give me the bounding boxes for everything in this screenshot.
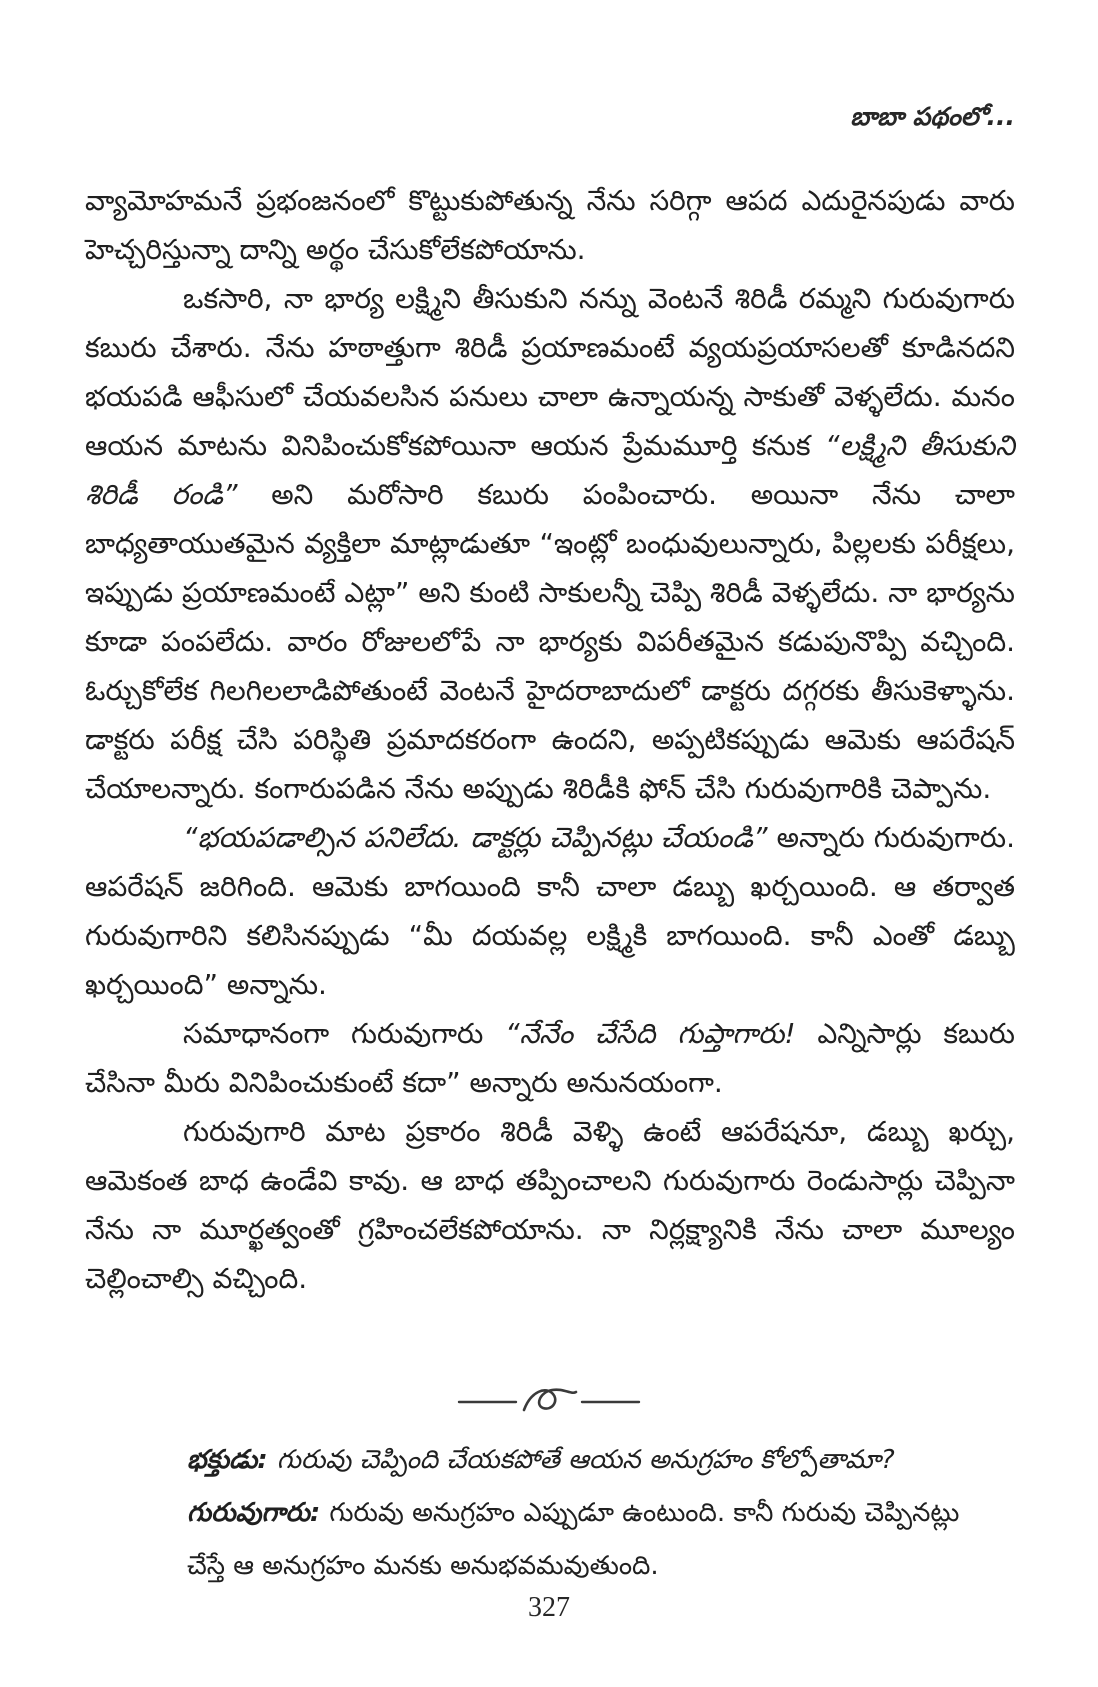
paragraph-2: [85, 274, 1015, 813]
body-text-run: అన్నారు గురువుగారు. ఆపరేషన్ జరిగింది. ఆమెకు బాగయింది కానీ చాలా డబ్బు ఖర్చయింది. ఆ తర్వాత గురువుగారిని కలిసినప్పుడు “మీ దయవల్ల లక్ష్మికి బాగయింది. కానీ ఎంతో డబ్బు ఖర్చయింది” అన్నాను.: [85, 821, 1015, 1001]
body-text-block: [85, 176, 1015, 1303]
speaker-label: గురువుగారు:: [187, 1498, 330, 1528]
paragraph-4: [85, 1009, 1015, 1107]
qa-section: [187, 1434, 987, 1593]
body-text-run: అని మరోసారి కబురు పంపించారు. అయినా నేను చాలా బాధ్యతాయుతమైన వ్యక్తిలా మాట్లాడుతూ “ఇంట్లో బంధువులున్నారు, పిల్లలకు పరీక్షలు, ఇప్పుడు ప్రయాణమంటే ఎట్లా” అని కుంటి సాకులన్నీ చెప్పి శిరిడీ వెళ్ళలేదు. నా భార్యను కూడా పంపలేదు. వారం రోజులలోపే నా భార్యకు విపరీతమైన కడుపునొప్పి వచ్చింది. ఓర్చుకోలేక గిలగిలలాడిపోతుంటే వెంటనే హైదరాబాదులో డాక్టరు దగ్గరకు తీసుకెళ్ళాను. డాక్టరు పరీక్ష చేసి పరిస్థితి ప్రమాదకరంగా ఉందని, అప్పటికప్పుడు ఆమెకు ఆపరేషన్ చేయాలన్నారు. కంగారుపడిన నేను అప్పుడు శిరిడీకి ఫోన్ చేసి గురువుగారికి చెప్పాను.: [85, 478, 1015, 805]
body-text-run: గురువుగారి మాట ప్రకారం శిరిడీ వెళ్ళి ఉంటే ఆపరేషనూ, డబ్బు ఖర్చు, ఆమెకంత బాధ ఉండేవి కావు. ఆ బాధ తప్పించాలని గురువుగారు రెండుసార్లు చెప్పినా నేను నా మూర్ఖత్వంతో గ్రహించలేకపోయాను. నా నిర్లక్ష్యానికి నేను చాలా మూల్యం చెల్లించాల్సి వచ్చింది.: [85, 1115, 1015, 1295]
running-header-title: బాబా పథంలో...: [850, 102, 1015, 131]
quoted-speech: “లక్ష్మిని తీసుకుని శిరిడీ రండి”: [85, 429, 1015, 511]
quoted-speech: “నేనేం చేసేది గుప్తాగారు!: [505, 1017, 796, 1050]
qa-line-1: [187, 1434, 987, 1487]
body-text-run: ఒకసారి, నా భార్య లక్ష్మిని తీసుకుని నన్ను వెంటనే శిరిడీ రమ్మని గురువుగారు కబురు చేశారు. నేను హఠాత్తుగా శిరిడీ ప్రయాణమంటే వ్యయప్రయాసలతో కూడినదని భయపడి ఆఫీసులో చేయవలసిన పనులు చాలా ఉన్నాయన్న సాకుతో వెళ్ళలేదు. మనం ఆయన మాటను వినిపించుకోకపోయినా ఆయన ప్రేమమూర్తి కనుక: [85, 282, 1015, 462]
speaker-label: భక్తుడు:: [187, 1445, 277, 1475]
section-divider: [0, 1383, 1098, 1421]
page-number: 327: [528, 1592, 570, 1623]
qa-line-2: [187, 1487, 987, 1593]
paragraph-1: [85, 176, 1015, 274]
paragraph-5: [85, 1107, 1015, 1303]
speaker-text: గురువు అనుగ్రహం ఎప్పుడూ ఉంటుంది. కానీ గురువు చెప్పినట్లు చేస్తే ఆ అనుగ్రహం మనకు అనుభవమవుతుంది.: [187, 1498, 960, 1581]
speaker-text: గురువు చెప్పింది చేయకపోతే ఆయన అనుగ్రహం కోల్పోతామా?: [276, 1445, 895, 1475]
body-text-run: వ్యామోహమనే ప్రభంజనంలో కొట్టుకుపోతున్న నేను సరిగ్గా ఆపద ఎదురైనపుడు వారు హెచ్చరిస్తున్నా దాన్ని అర్థం చేసుకోలేకపోయాను.: [85, 184, 1015, 266]
calligraphic-flourish-icon: [454, 1383, 644, 1421]
paragraph-3: [85, 813, 1015, 1009]
body-text-run: సమాధానంగా గురువుగారు: [183, 1017, 506, 1050]
body-text-run: ఎన్నిసార్లు కబురు చేసినా మీరు వినిపించుకుంటే కదా” అన్నారు అనునయంగా.: [85, 1017, 1015, 1099]
quoted-speech: “భయపడాల్సిన పనిలేదు. డాక్టర్లు చెప్పినట్లు చేయండి”: [183, 821, 768, 854]
